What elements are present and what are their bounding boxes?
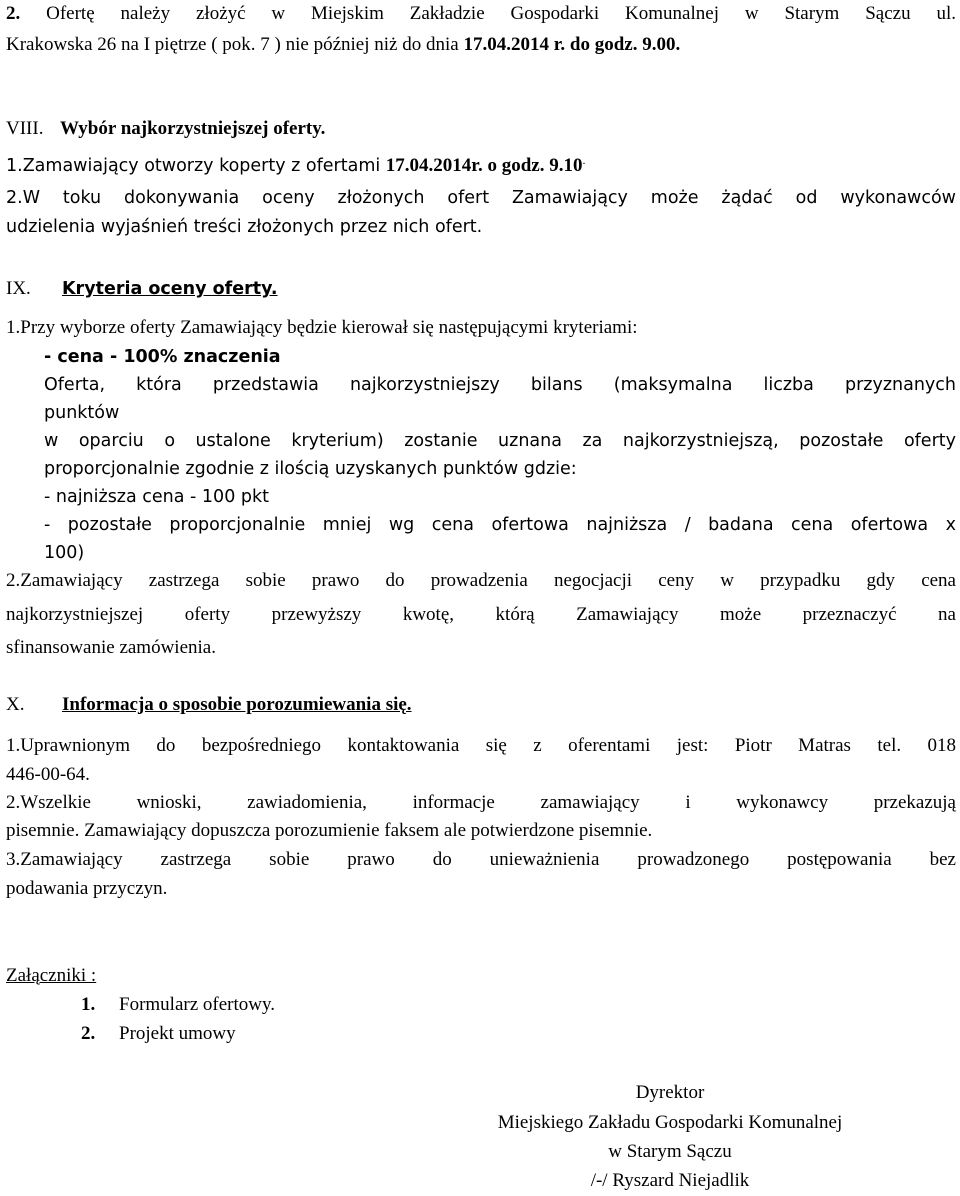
offer-submission-address: Krakowska 26 na I piętrze ( pok. 7 ) nie później niż do dnia (6, 34, 464, 55)
clarification-line-2: udzielenia wyjaśnień treści złożonych przez nich ofert. (6, 217, 483, 237)
offer-submission-line-1 (6, 2, 956, 26)
contact-line-2: 446-00-64. (6, 764, 90, 785)
attachment-item (81, 1022, 681, 1046)
attachment-item (81, 993, 681, 1017)
signature-name: /-/ Ryszard Niejadlik (590, 1170, 750, 1191)
criteria-rule-2-line-2: 100) (44, 543, 85, 563)
item-number: 2. (6, 3, 21, 24)
negotiation-line-2: najkorzystniejszej oferty przewyższy kwotę, którą Zamawiający może przeznaczyć na (6, 604, 956, 625)
attachment-number: 1. (81, 994, 96, 1015)
signature-place: w Starym Sączu (608, 1141, 732, 1162)
communication-line-1: 2.Wszelkie wnioski, zawiadomienia, informacje zamawiający i wykonawcy przekazują (6, 792, 956, 813)
opening-dot: . (582, 153, 586, 168)
criteria-desc-line-3: w oparciu o ustalone kryterium) zostanie uznana za najkorzystniejszą, pozostałe oferty (44, 431, 956, 451)
signature-title: Dyrektor (635, 1082, 705, 1103)
attachment-number: 2. (81, 1023, 96, 1044)
negotiation-line-3: sfinansowanie zamówienia. (6, 637, 216, 658)
contact-line-1: 1.Uprawnionym do bezpośredniego kontaktowania się z oferentami jest: Piotr Matras tel. 018 (6, 735, 956, 756)
attachments-label: Załączniki : (6, 965, 97, 986)
criteria-desc-line-4: proporcjonalnie zgodnie z ilością uzyskanych punktów gdzie: (44, 459, 577, 479)
section-x-heading (6, 693, 956, 717)
criterion-price (44, 345, 956, 369)
section-number: VIII. (6, 118, 44, 139)
offer-deadline: 17.04.2014 r. do godz. 9.00. (463, 34, 681, 55)
criteria-desc-line-1: Oferta, która przedstawia najkorzystniejszy bilans (maksymalna liczba przyznanych (44, 375, 956, 395)
section-number: X. (6, 694, 25, 715)
section-title: Wybór najkorzystniejszej oferty. (60, 118, 326, 139)
section-ix-heading (6, 277, 956, 302)
annulment-line-2: podawania przyczyn. (6, 878, 168, 899)
offer-submission-line-2 (6, 33, 956, 57)
section-viii-heading (6, 117, 956, 141)
document-page (6, 0, 956, 1195)
negotiation-line-1: 2.Zamawiający zastrzega sobie prawo do prowadzenia negocjacji ceny w przypadku gdy cena (6, 570, 956, 591)
offer-submission-text-visible: Ofertę należy złożyć w Miejskim Zakładzie Gospodarki Komunalnej w Starym Sączu ul. (20, 3, 956, 24)
opening-text: 1.Zamawiający otworzy koperty z ofertami (6, 156, 386, 176)
attachment-text: Projekt umowy (119, 1023, 236, 1044)
clarification-line-1: 2.W toku dokonywania oceny złożonych ofert Zamawiający może żądać od wykonawców (6, 188, 956, 208)
communication-line-2: pisemnie. Zamawiający dopuszcza porozumienie faksem ale potwierdzone pisemnie. (6, 820, 653, 841)
opening-line (6, 154, 956, 178)
signature-org: Miejskiego Zakładu Gospodarki Komunalnej (497, 1112, 843, 1133)
annulment-line-1: 3.Zamawiający zastrzega sobie prawo do unieważnienia prowadzonego postępowania bez (6, 849, 956, 870)
criteria-rule-2-line-1: - pozostałe proporcjonalnie mniej wg cena ofertowa najniższa / badana cena ofertowa x (44, 515, 956, 535)
criteria-rule-1: - najniższa cena - 100 pkt (44, 487, 269, 507)
section-title: Informacja o sposobie porozumiewania się. (62, 694, 412, 715)
criteria-intro: 1.Przy wyborze oferty Zamawiający będzie kierował się następującymi kryteriami: (6, 317, 638, 338)
attachment-text: Formularz ofertowy. (119, 994, 275, 1015)
criterion-text: - cena - 100% znaczenia (44, 347, 281, 367)
section-number: IX. (6, 278, 31, 299)
criteria-desc-line-2: punktów (44, 403, 120, 423)
opening-datetime: 17.04.2014r. o godz. 9.10 (385, 155, 583, 176)
section-title: Kryteria oceny oferty. (62, 279, 278, 299)
